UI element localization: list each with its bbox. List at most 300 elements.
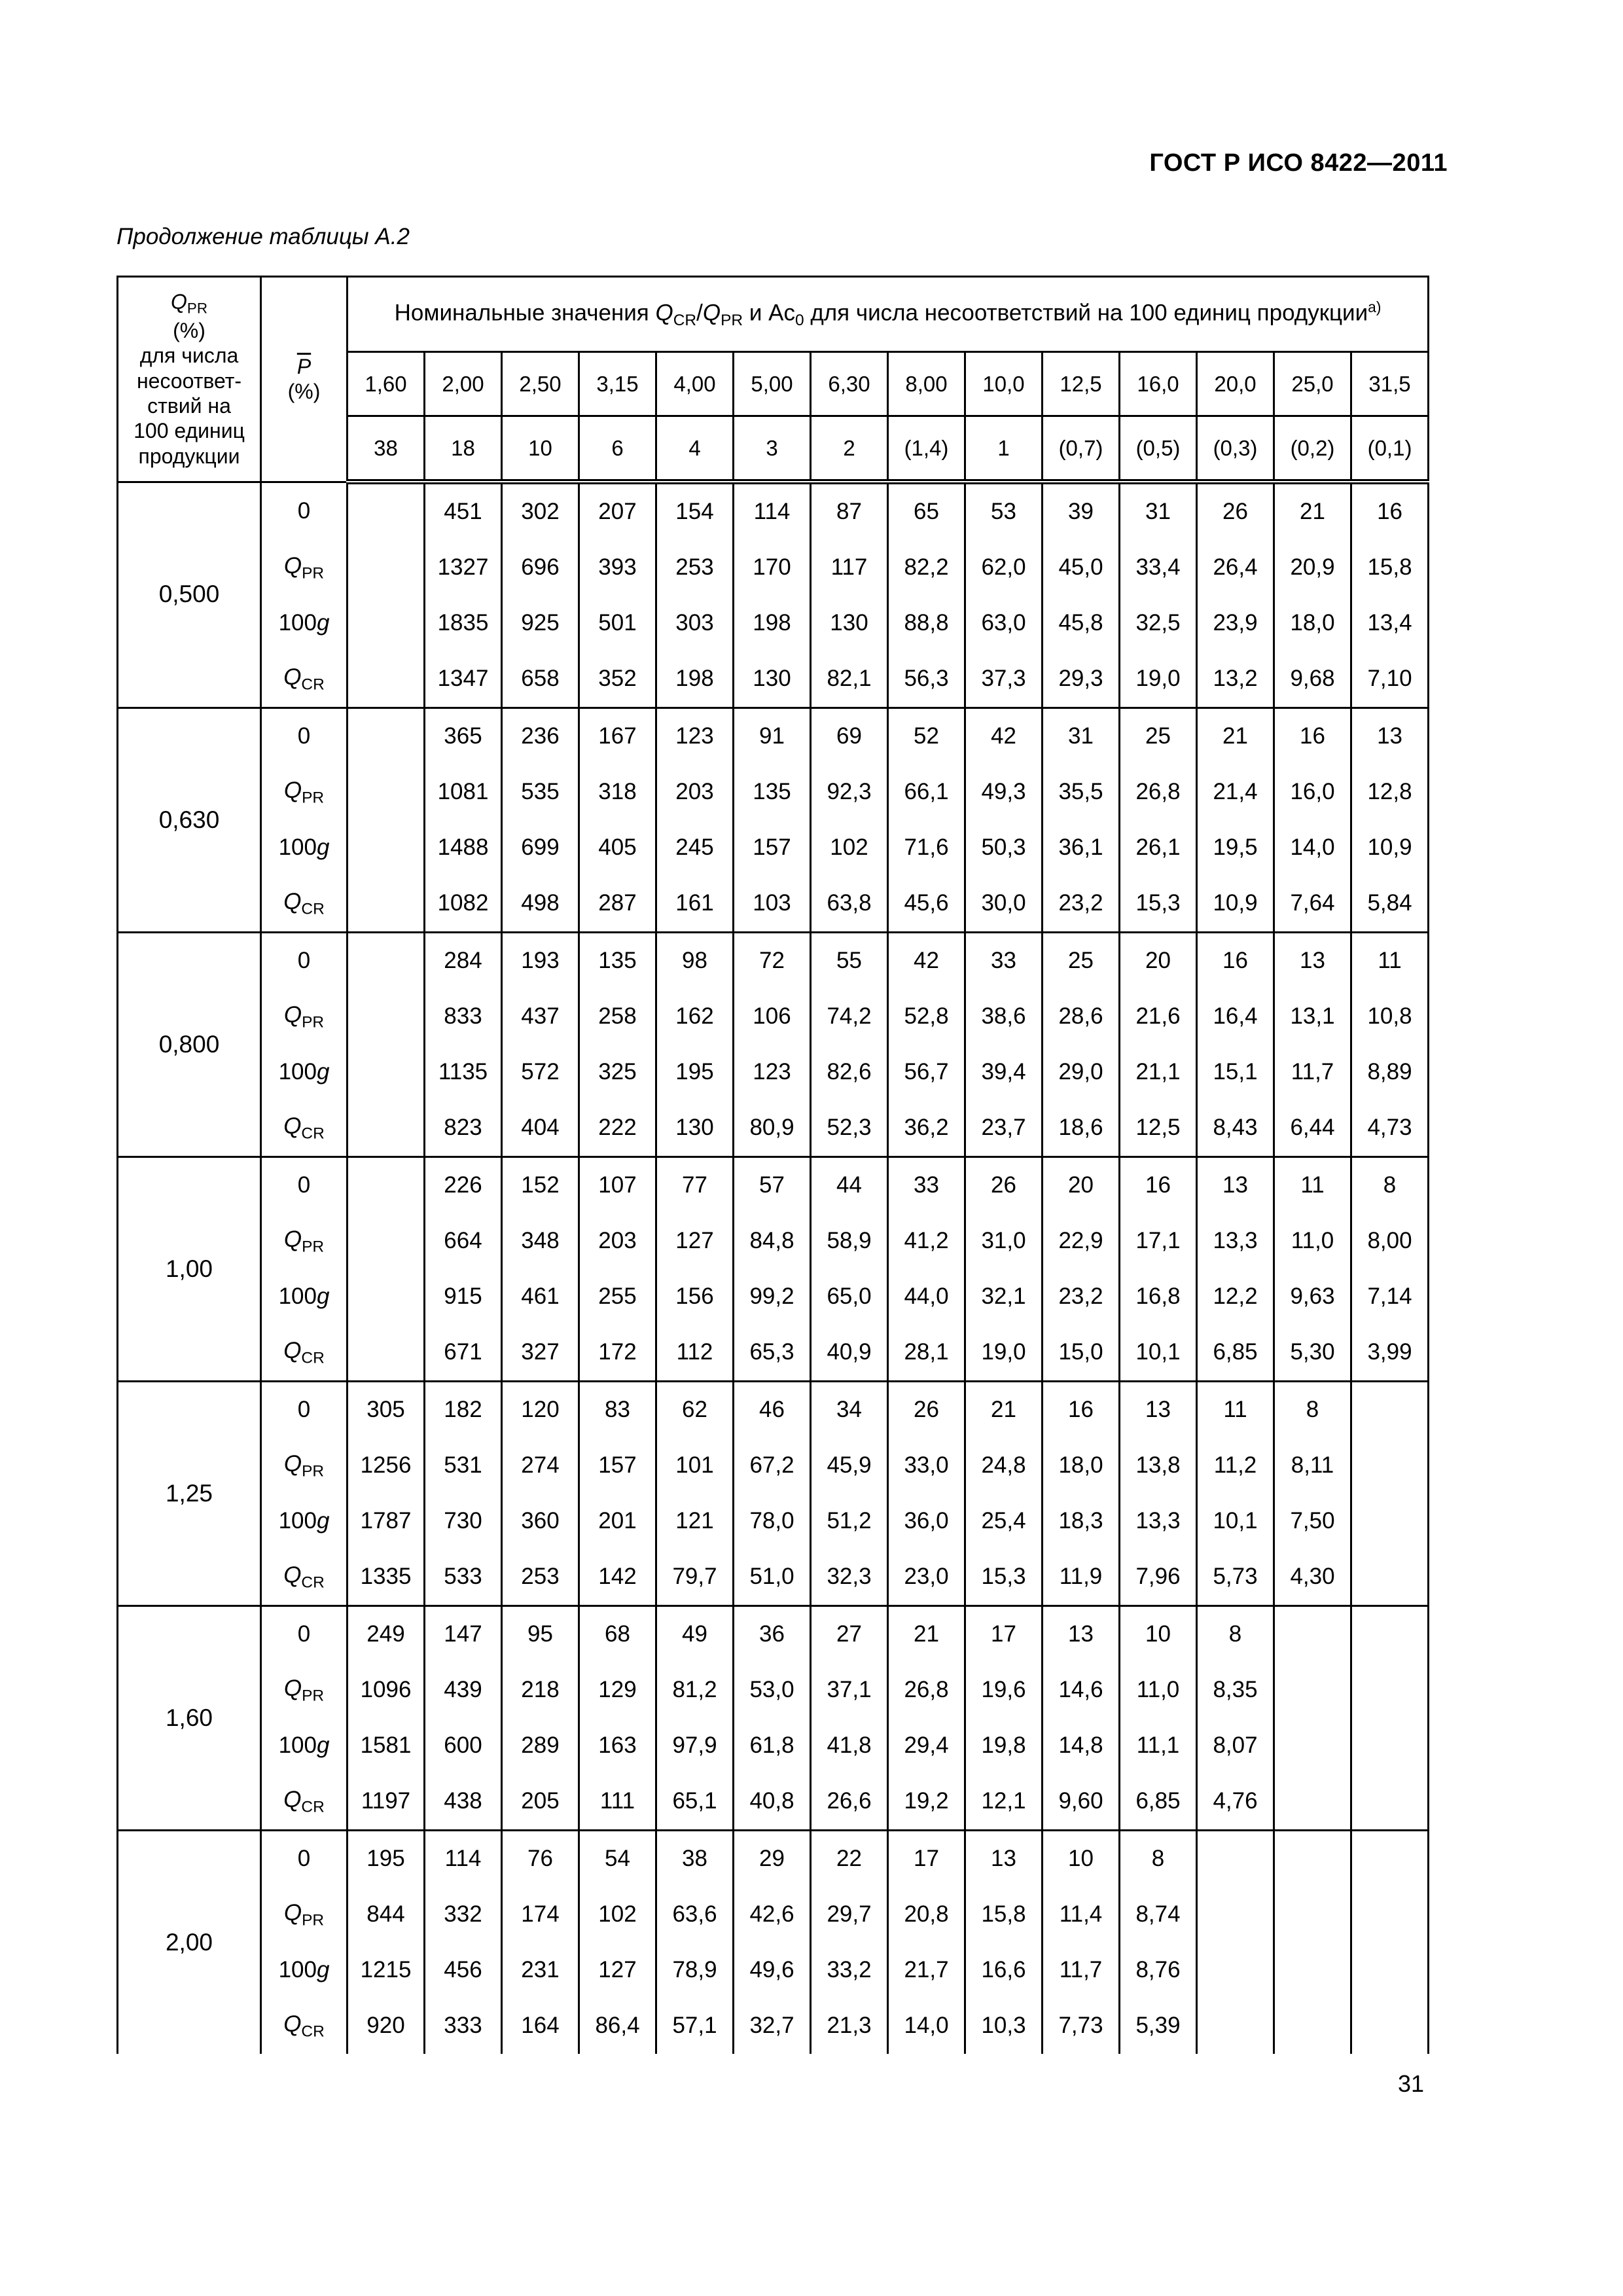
table-cell: 107	[579, 1157, 656, 1214]
table-cell: 24,8	[965, 1438, 1043, 1494]
table-cell: 925	[502, 596, 579, 651]
table-cell	[1197, 1831, 1274, 1888]
table-cell: 287	[579, 876, 656, 933]
table-cell: 8	[1274, 1382, 1351, 1439]
table-cell: 32,1	[965, 1269, 1043, 1325]
row-label	[261, 1100, 348, 1157]
table-cell: 34	[811, 1382, 888, 1439]
g-prefix: 100	[278, 1957, 317, 1983]
table-cell: 13,1	[1274, 989, 1351, 1045]
row-group	[118, 1606, 1429, 1831]
table-cell: 14,8	[1043, 1718, 1120, 1774]
table-cell: 201	[579, 1494, 656, 1549]
qpr-subscript: PR	[302, 1911, 325, 1929]
table-cell: 11,0	[1120, 1662, 1197, 1718]
table-cell: 130	[656, 1100, 734, 1157]
table-caption: Продолжение таблицы А.2	[116, 224, 410, 249]
acceptance-cell: (1,4)	[888, 416, 965, 482]
table-cell: 33	[888, 1157, 965, 1214]
table-cell: 36,2	[888, 1100, 965, 1157]
ratio-cell: 16,0	[1120, 352, 1197, 416]
p-symbol: $\overline{P}$	[296, 354, 312, 378]
table-cell	[348, 1269, 425, 1325]
table-cell: 198	[734, 596, 811, 651]
table-cell: 1135	[425, 1045, 502, 1100]
table-cell: 226	[425, 1157, 502, 1214]
table-cell: 289	[502, 1718, 579, 1774]
ratio-cell: 4,00	[656, 352, 734, 416]
g-prefix: 100	[278, 1732, 317, 1759]
table-cell: 8	[1197, 1606, 1274, 1663]
table-cell: 203	[656, 764, 734, 820]
table-cell: 1327	[425, 540, 502, 596]
header-text: Номинальные значения	[394, 300, 656, 326]
table-cell: 249	[348, 1606, 425, 1663]
table-cell: 19,8	[965, 1718, 1043, 1774]
row-label: 0	[261, 1157, 348, 1214]
qcr-row	[118, 1998, 1429, 2054]
qpr-subscript: PR	[302, 1238, 325, 1256]
ratio-cell: 31,5	[1351, 352, 1429, 416]
table-cell: 53	[965, 482, 1043, 540]
ratio-cell: 25,0	[1274, 352, 1351, 416]
group-label: 0,800	[118, 933, 261, 1157]
table-cell: 1256	[348, 1438, 425, 1494]
table-cell: 318	[579, 764, 656, 820]
table-cell: 103	[734, 876, 811, 933]
table-cell	[348, 482, 425, 540]
table-cell: 11,4	[1043, 1887, 1120, 1943]
table-cell: 45,9	[811, 1438, 888, 1494]
table-cell: 11,9	[1043, 1549, 1120, 1606]
table-cell: 348	[502, 1213, 579, 1269]
table-cell: 15,3	[1120, 876, 1197, 933]
table-cell: 147	[425, 1606, 502, 1663]
row-label	[261, 651, 348, 708]
table-cell: 10	[1120, 1606, 1197, 1663]
table-cell: 7,14	[1351, 1269, 1429, 1325]
table-cell	[348, 989, 425, 1045]
table-cell: 451	[425, 482, 502, 540]
table-cell: 15,8	[965, 1887, 1043, 1943]
table-cell: 42	[965, 708, 1043, 765]
ratio-cell: 20,0	[1197, 352, 1274, 416]
ratio-cell: 2,50	[502, 352, 579, 416]
qpr-symbol: Q	[283, 552, 302, 579]
qpr-row	[118, 1662, 1429, 1718]
row-label	[261, 1887, 348, 1943]
table-cell: 833	[425, 989, 502, 1045]
table-cell: 57,1	[656, 1998, 734, 2054]
table-cell: 9,60	[1043, 1774, 1120, 1831]
row-group	[118, 933, 1429, 1157]
table-cell	[1351, 1494, 1429, 1549]
table-cell: 31	[1043, 708, 1120, 765]
table-cell: 23,0	[888, 1549, 965, 1606]
table-cell: 21	[888, 1606, 965, 1663]
table-cell: 123	[656, 708, 734, 765]
table-cell: 3,99	[1351, 1325, 1429, 1382]
table-cell: 13	[1120, 1382, 1197, 1439]
row-label	[261, 1438, 348, 1494]
table-cell: 305	[348, 1382, 425, 1439]
table-cell: 218	[502, 1662, 579, 1718]
table-cell: 21,7	[888, 1943, 965, 1998]
table-cell: 439	[425, 1662, 502, 1718]
table-cell: 82,1	[811, 651, 888, 708]
table-cell: 135	[579, 933, 656, 990]
table-cell	[1197, 1943, 1274, 1998]
table-cell: 114	[425, 1831, 502, 1888]
table-cell: 76	[502, 1831, 579, 1888]
table-cell: 13	[1197, 1157, 1274, 1214]
table-cell: 182	[425, 1382, 502, 1439]
table-cell: 19,6	[965, 1662, 1043, 1718]
table-cell: 65	[888, 482, 965, 540]
table-cell: 8,76	[1120, 1943, 1197, 1998]
table-cell: 10,9	[1197, 876, 1274, 933]
table-cell: 823	[425, 1100, 502, 1157]
qpr-row	[118, 540, 1429, 596]
table-cell	[1351, 1718, 1429, 1774]
table-cell: 112	[656, 1325, 734, 1382]
table-cell: 26	[888, 1382, 965, 1439]
acceptance-cell: 2	[811, 416, 888, 482]
table-cell: 1335	[348, 1549, 425, 1606]
acceptance-cell: (0,3)	[1197, 416, 1274, 482]
g-symbol: g	[316, 610, 330, 636]
table-cell: 62	[656, 1382, 734, 1439]
table-cell: 26,8	[1120, 764, 1197, 820]
table-cell: 99,2	[734, 1269, 811, 1325]
row-label	[261, 1718, 348, 1774]
ratio-cell: 8,00	[888, 352, 965, 416]
table-cell: 4,30	[1274, 1549, 1351, 1606]
table-cell	[348, 651, 425, 708]
document-id: ГОСТ Р ИСО 8422—2011	[1149, 149, 1448, 177]
table-cell: 1215	[348, 1943, 425, 1998]
table-cell: 36,1	[1043, 820, 1120, 876]
acceptance-cell: (0,7)	[1043, 416, 1120, 482]
table-cell: 172	[579, 1325, 656, 1382]
qpr-symbol: Q	[283, 1001, 302, 1028]
table-cell: 65,0	[811, 1269, 888, 1325]
table-cell: 23,9	[1197, 596, 1274, 651]
table-cell: 19,2	[888, 1774, 965, 1831]
row-label	[261, 989, 348, 1045]
table-cell: 71,6	[888, 820, 965, 876]
acceptance-number-row	[118, 1606, 1429, 1663]
g-prefix: 100	[278, 1283, 317, 1310]
row-label	[261, 820, 348, 876]
table-cell: 333	[425, 1998, 502, 2054]
table-cell: 37,1	[811, 1662, 888, 1718]
table-cell	[1351, 1382, 1429, 1439]
table-cell: 88,8	[888, 596, 965, 651]
acceptance-cell: 4	[656, 416, 734, 482]
qcr-subscript: CR	[301, 1349, 325, 1367]
table-cell	[348, 876, 425, 933]
table-cell: 26,6	[811, 1774, 888, 1831]
acceptance-cell: 18	[425, 416, 502, 482]
table-cell: 11,0	[1274, 1213, 1351, 1269]
qpr-subscript: PR	[302, 1013, 325, 1031]
ratio-cell: 10,0	[965, 352, 1043, 416]
table-cell: 25	[1043, 933, 1120, 990]
table-cell: 28,1	[888, 1325, 965, 1382]
table-cell: 195	[348, 1831, 425, 1888]
table-cell: 21,1	[1120, 1045, 1197, 1100]
table-cell: 102	[579, 1887, 656, 1943]
table-cell: 23,2	[1043, 1269, 1120, 1325]
table-cell: 66,1	[888, 764, 965, 820]
table-cell	[1351, 1998, 1429, 2054]
table-cell: 30,0	[965, 876, 1043, 933]
table-cell: 1488	[425, 820, 502, 876]
table-cell: 130	[811, 596, 888, 651]
table-cell: 35,5	[1043, 764, 1120, 820]
table-cell: 207	[579, 482, 656, 540]
g-prefix: 100	[278, 610, 317, 636]
qcr-row	[118, 876, 1429, 933]
table-cell: 1096	[348, 1662, 425, 1718]
table-cell: 274	[502, 1438, 579, 1494]
table-cell: 7,64	[1274, 876, 1351, 933]
table-cell: 6,85	[1197, 1325, 1274, 1382]
table-cell	[1351, 1438, 1429, 1494]
qcr-row	[118, 1100, 1429, 1157]
table-cell: 65,1	[656, 1774, 734, 1831]
row-group	[118, 482, 1429, 708]
qcr-subscript: CR	[301, 1124, 325, 1143]
sample-size-row	[118, 1045, 1429, 1100]
p-unit: (%)	[287, 380, 321, 404]
table-cell: 915	[425, 1269, 502, 1325]
table-cell: 19,5	[1197, 820, 1274, 876]
table-cell: 696	[502, 540, 579, 596]
table-cell: 14,0	[888, 1998, 965, 2054]
table-cell: 8,11	[1274, 1438, 1351, 1494]
table-cell: 29,7	[811, 1887, 888, 1943]
row-label	[261, 1325, 348, 1382]
table-cell: 11,1	[1120, 1718, 1197, 1774]
table-cell: 33,0	[888, 1438, 965, 1494]
qpr-subscript: PR	[721, 311, 743, 329]
qcr-symbol: Q	[283, 664, 302, 690]
table-cell: 13,3	[1120, 1494, 1197, 1549]
table-cell: 62,0	[965, 540, 1043, 596]
table-cell: 8,07	[1197, 1718, 1274, 1774]
acceptance-cell: 1	[965, 416, 1043, 482]
qpr-symbol: Q	[702, 300, 721, 326]
table-cell: 45,8	[1043, 596, 1120, 651]
table-cell: 9,63	[1274, 1269, 1351, 1325]
table-cell: 456	[425, 1943, 502, 1998]
table-cell: 231	[502, 1943, 579, 1998]
acceptance-number-row	[118, 933, 1429, 990]
row-label	[261, 1045, 348, 1100]
table-cell	[348, 596, 425, 651]
table-cell	[1351, 1831, 1429, 1888]
table-cell: 20	[1043, 1157, 1120, 1214]
table-cell: 19,0	[965, 1325, 1043, 1382]
group-label: 1,25	[118, 1382, 261, 1606]
table-cell: 730	[425, 1494, 502, 1549]
table-cell: 123	[734, 1045, 811, 1100]
table-cell: 95	[502, 1606, 579, 1663]
table-cell: 6,85	[1120, 1774, 1197, 1831]
sample-size-row	[118, 596, 1429, 651]
table-cell: 920	[348, 1998, 425, 2054]
row-label	[261, 1998, 348, 2054]
table-cell: 36,0	[888, 1494, 965, 1549]
table-cell: 18,0	[1274, 596, 1351, 651]
table-cell: 16,4	[1197, 989, 1274, 1045]
table-cell	[348, 1100, 425, 1157]
acceptance-cell: 10	[502, 416, 579, 482]
ratio-cell: 2,00	[425, 352, 502, 416]
table-cell: 49	[656, 1606, 734, 1663]
table-cell: 303	[656, 596, 734, 651]
table-cell: 21,4	[1197, 764, 1274, 820]
table-cell: 40,9	[811, 1325, 888, 1382]
table-cell: 12,1	[965, 1774, 1043, 1831]
acceptance-number-row	[118, 708, 1429, 765]
g-symbol: g	[316, 1283, 330, 1310]
table-cell: 844	[348, 1887, 425, 1943]
table-cell: 13	[1274, 933, 1351, 990]
table-cell: 5,73	[1197, 1549, 1274, 1606]
sample-size-row	[118, 1943, 1429, 1998]
row-label	[261, 1213, 348, 1269]
table-cell: 33	[965, 933, 1043, 990]
table-cell	[1351, 1943, 1429, 1998]
ratio-cell: 6,30	[811, 352, 888, 416]
g-prefix: 100	[278, 834, 317, 861]
qcr-symbol: Q	[655, 300, 673, 326]
page-number: 31	[1397, 2070, 1424, 2097]
table-cell: 41,2	[888, 1213, 965, 1269]
qcr-row	[118, 651, 1429, 708]
g-prefix: 100	[278, 1508, 317, 1534]
table-cell	[1274, 1831, 1351, 1888]
qpr-header-line: (%)	[173, 318, 205, 342]
p-column-header	[261, 277, 348, 482]
table-cell: 18,3	[1043, 1494, 1120, 1549]
qpr-row	[118, 1213, 1429, 1269]
table-cell: 50,3	[965, 820, 1043, 876]
table-cell: 57	[734, 1157, 811, 1214]
table-cell: 41,8	[811, 1718, 888, 1774]
table-cell: 332	[425, 1887, 502, 1943]
group-label: 1,00	[118, 1157, 261, 1382]
table-cell	[1351, 1606, 1429, 1663]
table-cell: 365	[425, 708, 502, 765]
row-label: 0	[261, 1382, 348, 1439]
table-cell: 284	[425, 933, 502, 990]
g-symbol: g	[316, 1732, 330, 1759]
group-label: 2,00	[118, 1831, 261, 2054]
table-cell: 7,96	[1120, 1549, 1197, 1606]
table-cell: 68	[579, 1606, 656, 1663]
table-cell: 27	[811, 1606, 888, 1663]
table-cell: 21,6	[1120, 989, 1197, 1045]
table-cell: 101	[656, 1438, 734, 1494]
table-cell: 63,0	[965, 596, 1043, 651]
table-cell: 32,7	[734, 1998, 811, 2054]
group-label: 1,60	[118, 1606, 261, 1831]
table-cell	[1351, 1549, 1429, 1606]
row-label: 0	[261, 1831, 348, 1888]
table-cell: 253	[656, 540, 734, 596]
table-cell: 156	[656, 1269, 734, 1325]
table-cell: 154	[656, 482, 734, 540]
table-cell: 1347	[425, 651, 502, 708]
table-cell	[1197, 1887, 1274, 1943]
qpr-row	[118, 1438, 1429, 1494]
table-cell: 55	[811, 933, 888, 990]
table-cell: 203	[579, 1213, 656, 1269]
table-cell: 130	[734, 651, 811, 708]
table-cell: 572	[502, 1045, 579, 1100]
table-cell: 20,8	[888, 1887, 965, 1943]
qpr-symbol: Q	[171, 290, 187, 314]
table-cell: 82,2	[888, 540, 965, 596]
acceptance-number-row	[118, 482, 1429, 540]
table-cell: 195	[656, 1045, 734, 1100]
table-cell: 63,6	[656, 1887, 734, 1943]
qcr-symbol: Q	[283, 1786, 302, 1812]
qpr-row	[118, 1887, 1429, 1943]
table-cell: 11,7	[1043, 1943, 1120, 1998]
qpr-header-line: продукции	[138, 444, 240, 468]
table-cell: 461	[502, 1269, 579, 1325]
table-cell: 6,44	[1274, 1100, 1351, 1157]
qpr-header-line: 100 единиц	[134, 419, 245, 443]
qpr-subscript: PR	[302, 789, 325, 807]
row-group	[118, 708, 1429, 933]
table-cell: 13	[1043, 1606, 1120, 1663]
qpr-symbol: Q	[283, 777, 302, 803]
table-cell: 360	[502, 1494, 579, 1549]
table-cell: 7,50	[1274, 1494, 1351, 1549]
table-cell: 77	[656, 1157, 734, 1214]
acceptance-number-row	[118, 1157, 1429, 1214]
table-cell: 142	[579, 1549, 656, 1606]
table-cell: 25	[1120, 708, 1197, 765]
table-cell	[348, 708, 425, 765]
table-cell	[1197, 1998, 1274, 2054]
table-cell: 8,74	[1120, 1887, 1197, 1943]
table-cell: 157	[579, 1438, 656, 1494]
table-cell: 164	[502, 1998, 579, 2054]
table-cell: 16	[1351, 482, 1429, 540]
qcr-symbol: Q	[283, 1562, 302, 1588]
table-cell	[1351, 1774, 1429, 1831]
qcr-symbol: Q	[283, 1337, 302, 1363]
row-group	[118, 1831, 1429, 2054]
table-cell	[1274, 1774, 1351, 1831]
acceptance-cell: (0,2)	[1274, 416, 1351, 482]
slash: /	[696, 300, 703, 326]
table-cell: 1835	[425, 596, 502, 651]
ratio-cell: 3,15	[579, 352, 656, 416]
table-cell: 22,9	[1043, 1213, 1120, 1269]
qcr-subscript: CR	[301, 2022, 325, 2041]
table-cell: 106	[734, 989, 811, 1045]
table-cell: 102	[811, 820, 888, 876]
qcr-subscript: CR	[301, 675, 325, 694]
